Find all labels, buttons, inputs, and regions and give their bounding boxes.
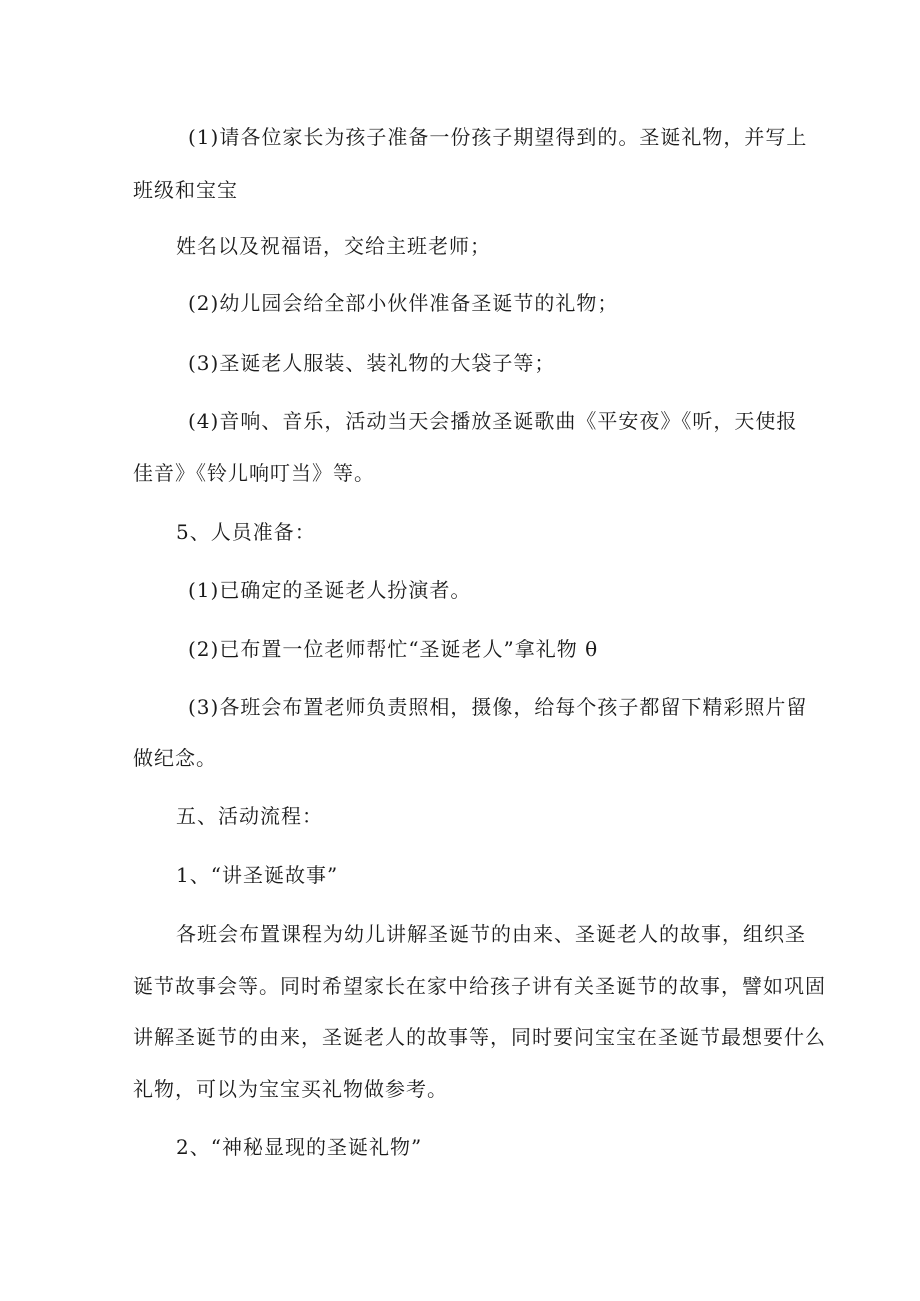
- paragraph-12-line-3: 讲解圣诞节的由来，圣诞老人的故事等，同时要问宝宝在圣诞节最想要什么: [133, 1025, 826, 1049]
- paragraph-10-line-1: 五、活动流程：: [176, 804, 323, 828]
- paragraph-12-line-4: 礼物，可以为宝宝买礼物做参考。: [133, 1077, 448, 1101]
- paragraph-11-line-1: 1、“讲圣诞故事”: [176, 863, 339, 887]
- paragraph-1-line-2: 班级和宝宝: [133, 178, 238, 202]
- paragraph-1-line-1: (1)请各位家长为孩子准备一份孩子期望得到的。圣诞礼物，并写上: [188, 125, 808, 149]
- paragraph-7-line-1: (1)已确定的圣诞老人扮演者。: [188, 578, 472, 602]
- paragraph-2-line-1: 姓名以及祝福语，交给主班老师；: [176, 234, 491, 258]
- paragraph-12-line-2: 诞节故事会等。同时希望家长在家中给孩子讲有关圣诞节的故事，譬如巩固: [133, 974, 826, 998]
- paragraph-12-line-1: 各班会布置课程为幼儿讲解圣诞节的由来、圣诞老人的故事，组织圣: [176, 922, 806, 946]
- paragraph-5-line-1: (4)音响、音乐，活动当天会播放圣诞歌曲《平安夜》《听，天使报: [188, 409, 798, 433]
- paragraph-8-line-1: (2)已布置一位老师帮忙“圣诞老人”拿礼物 θ: [188, 637, 599, 661]
- paragraph-3-line-1: (2)幼儿园会给全部小伙伴准备圣诞节的礼物；: [188, 291, 619, 315]
- paragraph-9-line-2: 做纪念。: [133, 746, 217, 770]
- paragraph-6-line-1: 5、人员准备：: [176, 520, 316, 544]
- paragraph-9-line-1: (3)各班会布置老师负责照相，摄像，给每个孩子都留下精彩照片留: [188, 695, 808, 719]
- paragraph-4-line-1: (3)圣诞老人服装、装礼物的大袋子等；: [188, 351, 556, 375]
- paragraph-5-line-2: 佳音》《铃儿响叮当》等。: [133, 461, 375, 485]
- paragraph-13-line-1: 2、“神秘显现的圣诞礼物”: [176, 1135, 423, 1159]
